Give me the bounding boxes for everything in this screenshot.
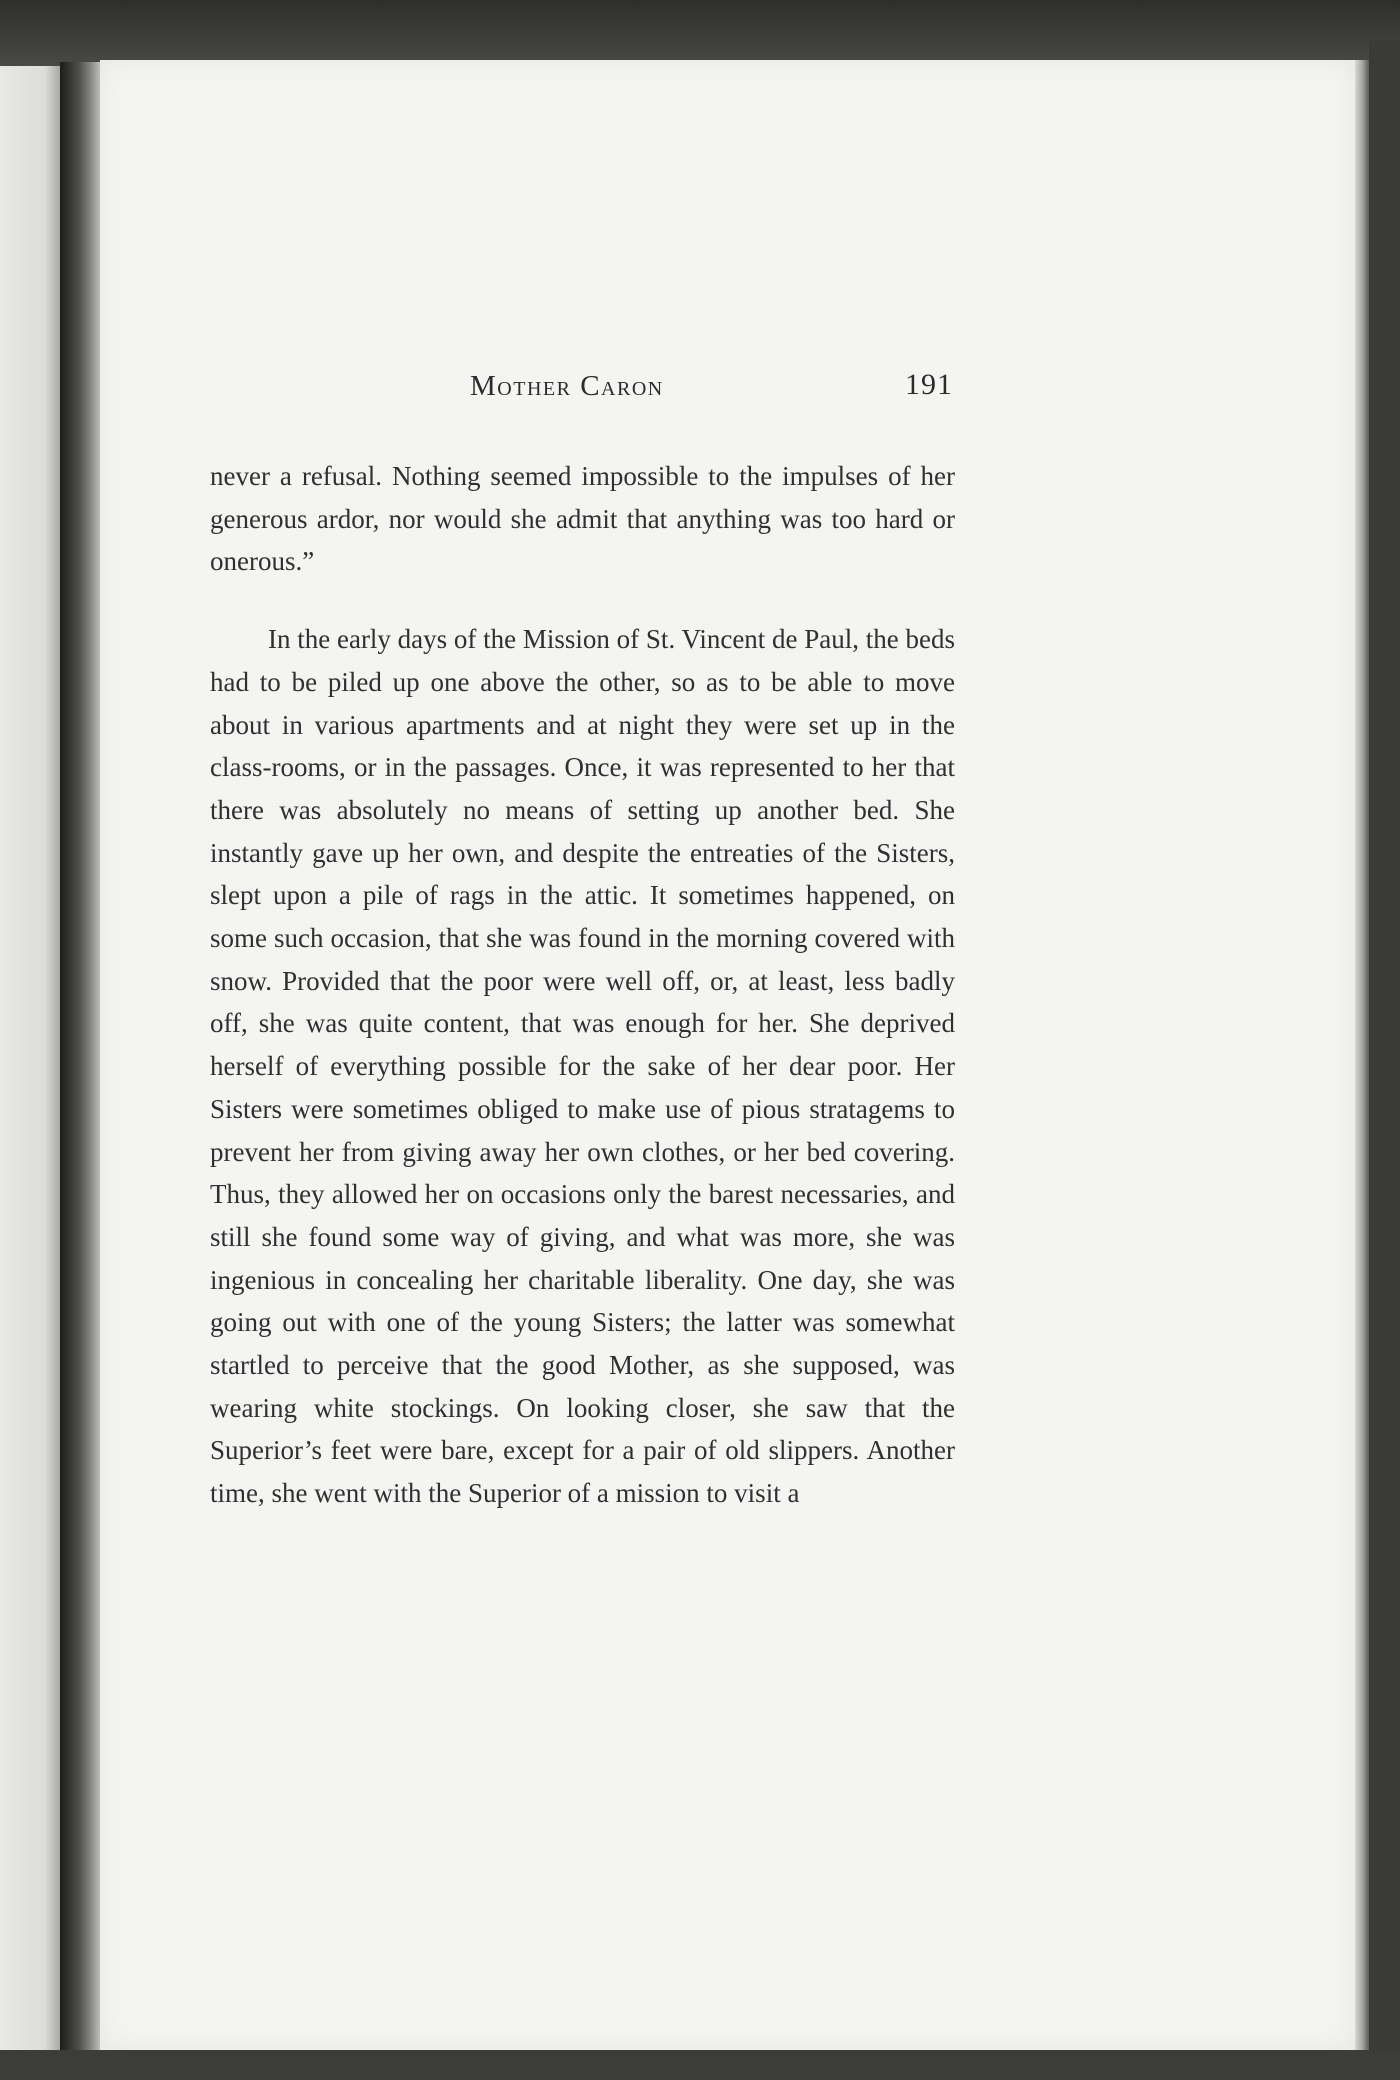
scan-backdrop-bottom [0, 2050, 1400, 2080]
paragraph-mission-beds: In the early days of the Mission of St. Vincent de Paul, the beds had to be piled up one above the other, so as to be able to move about in various apartments and at night they were set up in the class-rooms, or in the passages. Once, it was represented to her that there was absolutely no means of setting up another bed. She instantly gave up her own, and despite the entreaties of the Sisters, slept upon a pile of rags in the attic. It sometimes happened, on some such occasion, that she was found in the morning covered with snow. Provided that the poor were well off, or, at least, less badly off, she was quite content, that was enough for her. She deprived herself of everything possible for the sake of her dear poor. Her Sisters were sometimes obliged to make use of pious stratagems to prevent her from giving away her own clothes, or her bed covering. Thus, they allowed her on occasions only the barest necessaries, and still she found some way of giving, and what was more, she was ingenious in concealing her charitable liberality. One day, she was going out with one of the young Sisters; the latter was somewhat startled to perceive that the good Mother, as she supposed, was wearing white stockings. On looking closer, she saw that the Superior’s feet were bare, except for a pair of old slippers. Another time, she went with the Superior of a mission to visit a [210, 624, 956, 1509]
paragraph-continuation: never a refusal. Nothing seemed impossible to the impulses of her generous ardor, nor would she admit that anything was too hard or onerous.” [210, 461, 955, 577]
book-spine-shadow [60, 62, 102, 2052]
facing-page-edge [0, 66, 64, 2050]
page-edge-shadow [1355, 60, 1369, 2050]
body-text [210, 455, 955, 1515]
scan-backdrop-right [1369, 40, 1400, 2080]
running-head-title: Mother Caron [470, 370, 664, 402]
page-number: 191 [905, 368, 953, 401]
